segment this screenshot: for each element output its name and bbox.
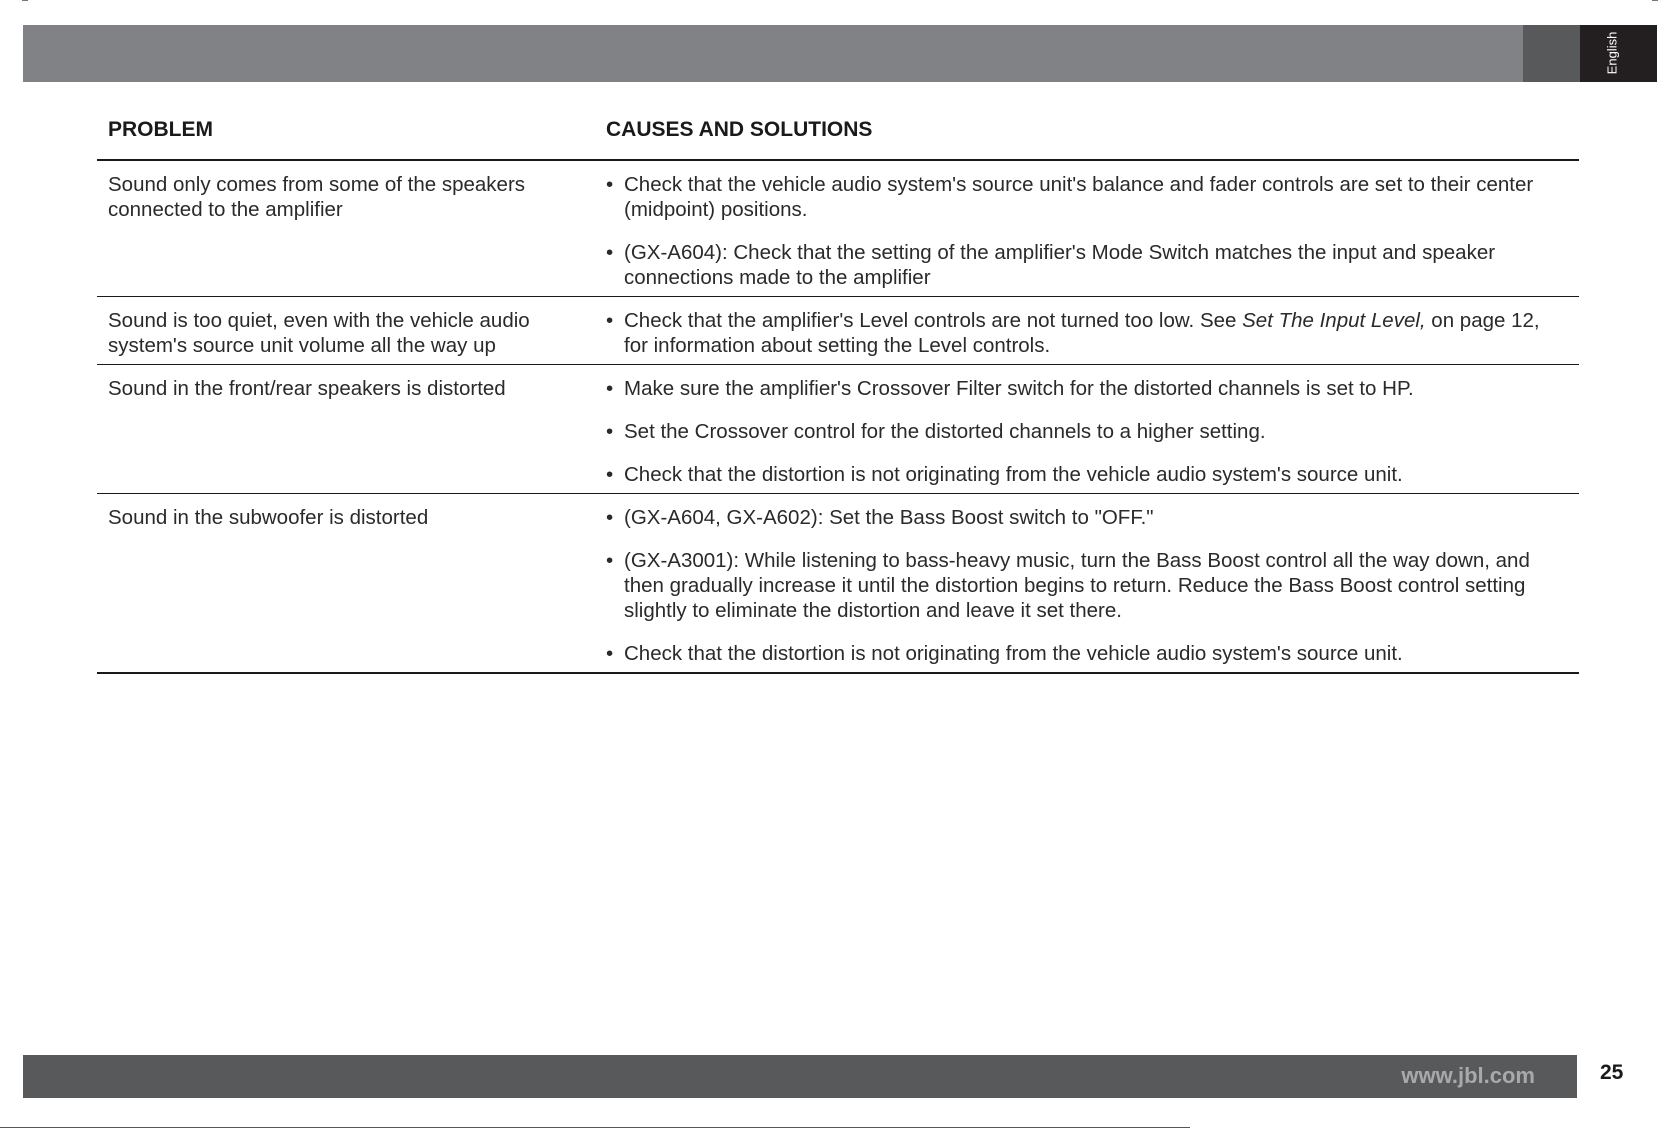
solution-item: • (GX-A604): Check that the setting of the amplifier's Mode Switch matches the input and speaker connections made to the amplifier (606, 240, 1569, 290)
crop-mark-right (1652, 0, 1658, 5)
solutions-cell (595, 494, 1579, 674)
header-band (23, 25, 1523, 82)
solutions-list (606, 376, 1569, 487)
table-row (97, 494, 1579, 674)
solution-item: • Make sure the amplifier's Crossover Filter switch for the distorted channels is set to HP. (606, 376, 1569, 401)
solutions-cell (595, 365, 1579, 494)
footer-band (23, 1055, 1577, 1098)
table-header-row (97, 110, 1579, 160)
solutions-list (606, 308, 1569, 358)
solution-text: on page 12, for information about setting the Level controls. (624, 309, 1540, 357)
table-row (97, 160, 1579, 297)
problem-column-header: PROBLEM (97, 110, 595, 160)
solution-item: • (GX-A604, GX-A602): Set the Bass Boost switch to "OFF." (606, 505, 1569, 530)
solution-item: • Check that the distortion is not originating from the vehicle audio system's source unit. (606, 641, 1569, 666)
causes-column-header: CAUSES AND SOLUTIONS (595, 110, 1579, 160)
solutions-list (606, 172, 1569, 290)
solutions-list (606, 505, 1569, 666)
solution-item: • Check that the distortion is not originating from the vehicle audio system's source unit. (606, 462, 1569, 487)
solutions-cell (595, 297, 1579, 365)
page-number: 25 (1600, 1061, 1624, 1084)
crop-mark-left (22, 0, 28, 5)
cross-reference-title: Set The Input Level, (1242, 309, 1426, 332)
solutions-cell (595, 160, 1579, 297)
header-accent-block (1523, 25, 1580, 82)
problem-cell: Sound only comes from some of the speakers connected to the amplifier (97, 160, 595, 297)
footer-url: www.jbl.com (1401, 1063, 1535, 1088)
problem-cell: Sound is too quiet, even with the vehicle audio system's source unit volume all the way up (97, 297, 595, 365)
language-tab (1580, 25, 1657, 82)
problem-cell: Sound in the front/rear speakers is distorted (97, 365, 595, 494)
solution-item: • Set the Crossover control for the distorted channels to a higher setting. (606, 419, 1569, 444)
solution-item (606, 308, 1569, 358)
solution-item: • (GX-A3001): While listening to bass-heavy music, turn the Bass Boost control all the way down, and then gradually increase it until the distortion begins to return. Reduce the Bass Boost control setting slightly to eliminate the distortion and leave it set there. (606, 548, 1569, 623)
problem-cell: Sound in the subwoofer is distorted (97, 494, 595, 674)
table-row (97, 297, 1579, 365)
table-row (97, 365, 1579, 494)
language-tab-label: English (1604, 31, 1620, 75)
troubleshooting-table (97, 110, 1579, 674)
solution-item: • Check that the vehicle audio system's source unit's balance and fader controls are set to their center (midpoint) positions. (606, 172, 1569, 222)
solution-text: Check that the amplifier's Level controls are not turned too low. See (624, 309, 1243, 332)
